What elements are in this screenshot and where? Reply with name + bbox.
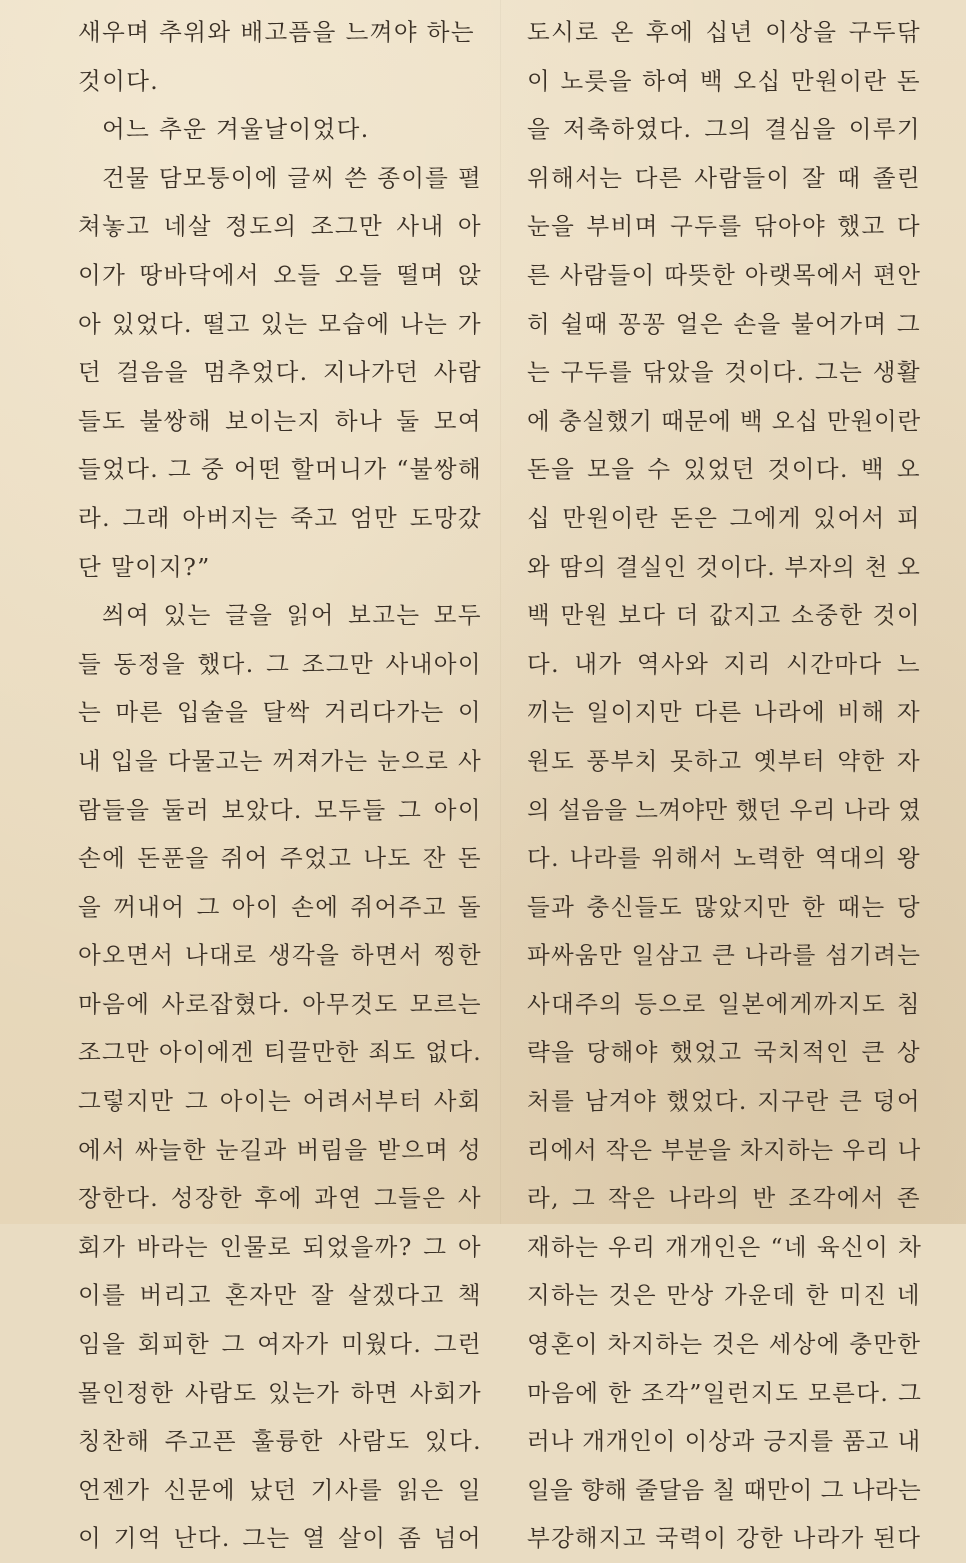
text-line: 임을 회피한 그 여자가 미웠다. 그런	[78, 1330, 482, 1359]
text-line: 이를 버리고 혼자만 잘 살겠다고 책	[78, 1281, 482, 1310]
text-line: 른 사람들이 따뜻한 아랫목에서 편안	[527, 260, 922, 289]
text-line: 다. 내가 역사와 지리 시간마다 느	[527, 649, 921, 678]
text-line: 히 쉴때 꽁꽁 얼은 손을 불어가며 그	[527, 309, 921, 338]
text-line: 내 입을 다물고는 꺼져가는 눈으로 사	[78, 746, 482, 775]
text-line: 위해서는 다른 사람들이 잘 때 졸린	[527, 163, 921, 192]
text-line: 던 걸음을 멈추었다. 지나가던 사람	[78, 358, 482, 387]
text-line: 는 구두를 닦았을 것이다. 그는 생활	[527, 358, 921, 387]
text-line: 와 땀의 결실인 것이다. 부자의 천 오	[527, 552, 921, 581]
text-line: 아오면서 나대로 생각을 하면서 찡한	[78, 941, 482, 970]
text-line: 일을 향해 줄달음 칠 때만이 그 나라는	[527, 1475, 921, 1504]
text-line: 이 노릇을 하여 백 오십 만원이란 돈	[527, 66, 921, 95]
text-line: 마음에 사로잡혔다. 아무것도 모르는	[78, 989, 482, 1018]
text-line: 는 마른 입술을 달싹 거리다가는 이	[78, 698, 482, 727]
text-line: 단 말이지?”	[78, 552, 211, 581]
text-line: 회가 바라는 인물로 되었을까? 그 아	[78, 1232, 482, 1261]
text-line: 들었다. 그 중 어떤 할머니가 “불쌍해	[78, 455, 483, 484]
text-line: 백 만원 보다 더 값지고 소중한 것이	[527, 601, 921, 630]
text-line: 들도 불쌍해 보이는지 하나 둘 모여	[78, 406, 482, 435]
paragraph-start-line: 건물 담모퉁이에 글씨 쓴 종이를 펼	[102, 163, 482, 192]
text-line: 라. 그래 아버지는 죽고 엄만 도망갔	[78, 503, 482, 532]
text-line: 아 있었다. 떨고 있는 모습에 나는 가	[78, 309, 482, 338]
text-line: 파싸움만 일삼고 큰 나라를 섬기려는	[527, 941, 922, 970]
text-line: 그렇지만 그 아이는 어려서부터 사회	[78, 1087, 482, 1116]
text-line: 십 만원이란 돈은 그에게 있어서 피	[527, 503, 921, 532]
text-line: 리에서 작은 부분을 차지하는 우리 나	[527, 1135, 921, 1164]
text-line: 다. 나라를 위해서 노력한 역대의 왕	[527, 844, 921, 873]
text-line: 장한다. 성장한 후에 과연 그들은 사	[78, 1184, 482, 1213]
text-line: 원도 풍부치 못하고 옛부터 약한 자	[527, 746, 921, 775]
right-text-column	[527, 8, 921, 1563]
text-line: 눈을 부비며 구두를 닦아야 했고 다	[527, 212, 921, 241]
text-line: 략을 당해야 했었고 국치적인 큰 상	[527, 1038, 921, 1067]
text-line: 끼는 일이지만 다른 나라에 비해 자	[527, 698, 921, 727]
text-line: 영혼이 차지하는 것은 세상에 충만한	[527, 1330, 922, 1359]
paragraph-start-line: 어느 추운 겨울날이었다.	[102, 115, 370, 144]
text-line: 칭찬해 주고픈 훌륭한 사람도 있다.	[78, 1427, 482, 1456]
text-line: 도시로 온 후에 십년 이상을 구두닦	[527, 18, 921, 46]
text-line: 손에 돈푼을 쥐어 주었고 나도 잔 돈	[78, 844, 482, 873]
text-line: 들과 충신들도 많았지만 한 때는 당	[527, 892, 921, 921]
text-line: 쳐놓고 네살 정도의 조그만 사내 아	[78, 212, 482, 241]
text-line: 이가 땅바닥에서 오들 오들 떨며 앉	[78, 260, 482, 289]
text-line: 돈을 모을 수 있었던 것이다. 백 오	[527, 455, 921, 484]
text-line: 조그만 아이에겐 티끌만한 죄도 없다.	[78, 1038, 482, 1067]
left-text-column	[78, 8, 482, 1563]
text-line: 람들을 둘러 보았다. 모두들 그 아이	[78, 795, 482, 824]
text-line: 의 설음을 느껴야만 했던 우리 나라 였	[527, 795, 921, 824]
text-line: 에서 싸늘한 눈길과 버림을 받으며 성	[78, 1135, 482, 1164]
text-line: 사대주의 등으로 일본에게까지도 침	[527, 989, 921, 1018]
text-line: 새우며 추위와 배고픔을 느껴야 하는	[78, 18, 475, 46]
text-line: 에 충실했기 때문에 백 오십 만원이란	[527, 406, 921, 435]
paragraph-start-line: 씌여 있는 글을 읽어 보고는 모두	[102, 601, 482, 630]
text-line: 것이다.	[78, 66, 160, 95]
text-line: 몰인정한 사람도 있는가 하면 사회가	[78, 1378, 482, 1407]
column-gutter	[500, 0, 501, 1224]
text-line: 처를 남겨야 했었다. 지구란 큰 덩어	[527, 1087, 921, 1116]
text-line: 라, 그 작은 나라의 반 조각에서 존	[527, 1184, 921, 1213]
text-line: 부강해지고 국력이 강한 나라가 된다	[527, 1524, 922, 1553]
text-line: 을 저축하였다. 그의 결심을 이루기	[527, 115, 921, 144]
text-line: 지하는 것은 만상 가운데 한 미진 네	[527, 1281, 921, 1310]
text-line: 러나 개개인이 이상과 긍지를 품고 내	[527, 1427, 921, 1456]
text-line: 이 기억 난다. 그는 열 살이 좀 넘어	[78, 1524, 482, 1553]
text-line: 들 동정을 했다. 그 조그만 사내아이	[78, 649, 482, 678]
text-line: 언젠가 신문에 났던 기사를 읽은 일	[78, 1475, 482, 1504]
text-line: 을 꺼내어 그 아이 손에 쥐어주고 돌	[78, 892, 482, 921]
text-line: 재하는 우리 개개인은 “네 육신이 차	[527, 1232, 923, 1261]
text-line: 마음에 한 조각”일런지도 모른다. 그	[527, 1378, 923, 1407]
